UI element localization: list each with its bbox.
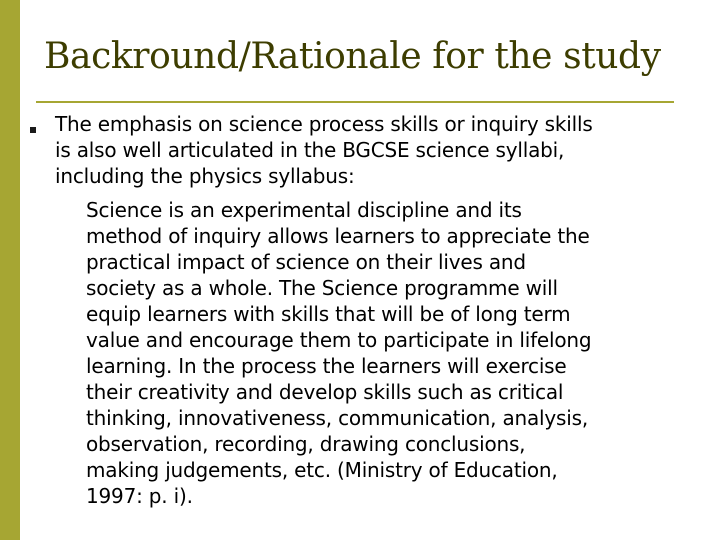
bullet-paragraph: The emphasis on science process skills or inquiry skills is also well articulated in the BGCSE science syllabi, including the physics syllabus: [55, 112, 593, 188]
title-underline [36, 101, 674, 103]
accent-side-bar [0, 0, 20, 540]
slide-title: Backround/Rationale for the study [44, 36, 661, 77]
square-bullet-icon [30, 127, 36, 133]
syllabus-quote: Science is an experimental discipline and its method of inquiry allows learners to appreciate the practical impact of science on their lives and society as a whole. The Science programme will equip learners with skills that will be of long term value and encourage them to participate in lifelong learning. In the process the learners will exercise their creativity and develop skills such as critical thinking, innovativeness, communication, analysis, observation, recording, drawing conclusions, making judgements, etc. (Ministry of Education, 1997: p. i). [86, 198, 592, 508]
